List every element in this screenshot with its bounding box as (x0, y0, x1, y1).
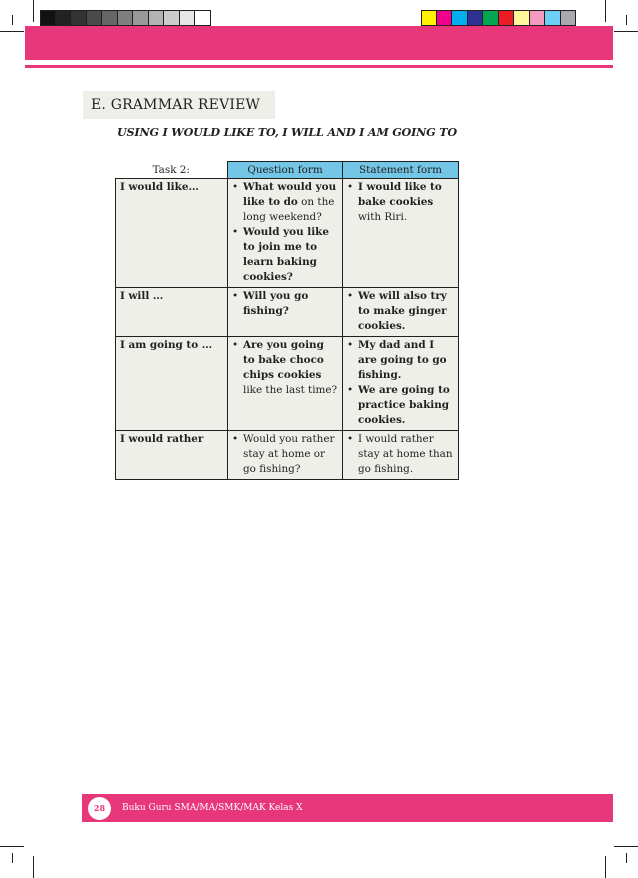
statement-cell (343, 288, 459, 337)
crop-mark (626, 15, 627, 25)
text-segment: We will also try to make ginger cookies. (358, 290, 447, 332)
text-segment: I would like to bake cookies (358, 181, 442, 208)
color-swatch (468, 10, 484, 26)
grammar-table (115, 161, 459, 480)
gray-swatch (102, 10, 118, 26)
question-item (232, 289, 338, 319)
question-cell (228, 337, 343, 431)
crop-mark (614, 846, 638, 847)
text-segment: What would you like to do (243, 181, 337, 208)
text-segment: We are going to practice baking cookies. (358, 384, 450, 426)
gray-swatch (56, 10, 72, 26)
statement-list (347, 432, 454, 477)
table-row (116, 288, 459, 337)
table-row (116, 179, 459, 288)
color-swatch (530, 10, 546, 26)
crop-mark (12, 15, 13, 25)
gray-swatch (149, 10, 165, 26)
text-segment: Are you going to bake choco chips cookies (243, 339, 324, 381)
color-swatch (499, 10, 515, 26)
statement-cell (343, 179, 459, 288)
statement-cell (343, 431, 459, 480)
statement-item (347, 432, 454, 477)
gray-swatch (180, 10, 196, 26)
crop-mark (33, 856, 34, 878)
gray-calibration-strip (40, 10, 211, 26)
crop-mark (605, 0, 606, 22)
color-swatch (545, 10, 561, 26)
question-cell (228, 431, 343, 480)
statement-item (347, 383, 454, 428)
table-header-row (116, 162, 459, 179)
question-list (232, 289, 338, 319)
crop-mark (0, 31, 24, 32)
question-item (232, 180, 338, 225)
row-label: I will … (116, 288, 228, 337)
text-segment: on the long weekend? (243, 196, 335, 223)
book-title: Buku Guru SMA/MA/SMK/MAK Kelas X (122, 803, 303, 813)
row-label: I am going to … (116, 337, 228, 431)
row-label: I would rather (116, 431, 228, 480)
crop-mark (33, 0, 34, 22)
gray-swatch (87, 10, 103, 26)
question-cell (228, 179, 343, 288)
gray-swatch (40, 10, 56, 26)
text-segment: like the last time? (243, 384, 338, 396)
question-item (232, 338, 338, 398)
text-segment: Would you like to join me to learn baking cookies? (243, 226, 329, 283)
question-list (232, 338, 338, 398)
question-item (232, 432, 338, 477)
table-row (116, 431, 459, 480)
statement-item (347, 289, 454, 334)
header-band (25, 26, 613, 60)
question-list (232, 432, 338, 477)
color-swatch (437, 10, 453, 26)
text-segment: Will you go fishing? (243, 290, 309, 317)
color-swatch (452, 10, 468, 26)
text-segment: Would you rather stay at home or go fishing? (243, 433, 335, 475)
color-swatch (561, 10, 577, 26)
gray-swatch (71, 10, 87, 26)
text-segment: I would rather stay at home than go fishing. (358, 433, 453, 475)
header-statement-form: Statement form (343, 162, 459, 179)
color-swatch (483, 10, 499, 26)
question-list (232, 180, 338, 285)
gray-swatch (164, 10, 180, 26)
gray-swatch (118, 10, 134, 26)
crop-mark (614, 31, 638, 32)
section-heading: E. GRAMMAR REVIEW (83, 91, 275, 119)
gray-swatch (133, 10, 149, 26)
crop-mark (12, 853, 13, 863)
statement-list (347, 180, 454, 225)
text-segment: My dad and I are going to go fishing. (358, 339, 447, 381)
header-task: Task 2: (116, 162, 228, 179)
table-row (116, 337, 459, 431)
statement-item (347, 338, 454, 383)
question-item (232, 225, 338, 285)
color-calibration-strip (421, 10, 576, 26)
page-number: 28 (88, 797, 111, 820)
crop-mark (626, 853, 627, 863)
color-swatch (514, 10, 530, 26)
crop-mark (0, 846, 24, 847)
statement-item (347, 180, 454, 225)
header-rule (25, 65, 613, 68)
statement-cell (343, 337, 459, 431)
question-cell (228, 288, 343, 337)
color-swatch (421, 10, 437, 26)
gray-swatch (195, 10, 211, 26)
text-segment: with Riri. (358, 211, 408, 223)
header-question-form: Question form (228, 162, 343, 179)
statement-list (347, 289, 454, 334)
section-subtitle: USING I WOULD LIKE TO, I WILL AND I AM GOING TO (117, 125, 457, 139)
row-label: I would like… (116, 179, 228, 288)
statement-list (347, 338, 454, 428)
crop-mark (605, 856, 606, 878)
